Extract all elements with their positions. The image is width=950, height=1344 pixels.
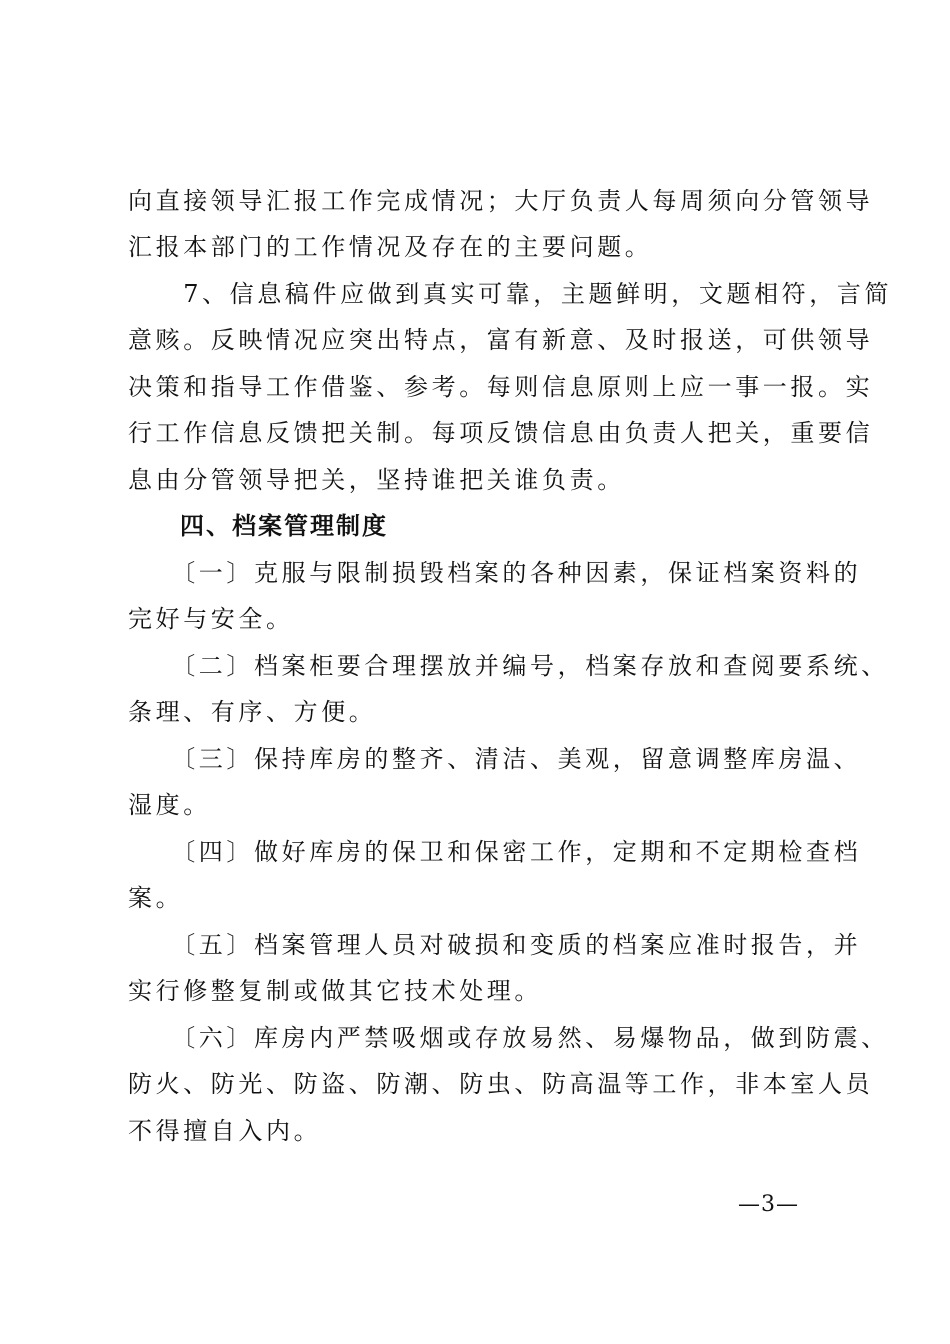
text-line: 完好与安全。: [128, 605, 294, 633]
text-line: 〔五〕档案管理人员对破损和变质的档案应准时报告，并: [128, 931, 862, 959]
text-line: 〔二〕档案柜要合理摆放并编号，档案存放和查阅要系统、: [128, 652, 889, 680]
text-line: 〔一〕克服与限制损毁档案的各种因素，保证档案资料的: [128, 559, 862, 587]
text-line: 案。: [128, 884, 184, 912]
text-line: 向直接领导汇报工作完成情况；大厅负责人每周须向分管领导: [128, 187, 874, 215]
section-heading: 四、档案管理制度: [128, 511, 388, 540]
text-line: 意赅。反映情况应突出特点，富有新意、及时报送，可供领导: [128, 326, 874, 354]
text-line: 湿度。: [128, 791, 211, 819]
text-line: 息由分管领导把关，坚持谁把关谁负责。: [128, 466, 625, 494]
text-line: 实行修整复制或做其它技术处理。: [128, 977, 542, 1005]
text-line: 汇报本部门的工作情况及存在的主要问题。: [128, 233, 653, 261]
page-number: —3—: [738, 1192, 799, 1217]
text-line: 〔六〕库房内严禁吸烟或存放易然、易爆物品，做到防震、: [128, 1024, 889, 1052]
text-line: 7、信息稿件应做到真实可靠，主题鲜明，文题相符，言简: [128, 280, 893, 308]
text-line: 〔四〕做好库房的保卫和保密工作，定期和不定期检查档: [128, 838, 862, 866]
text-line: 〔三〕保持库房的整齐、清洁、美观，留意调整库房温、: [128, 745, 862, 773]
text-line: 决策和指导工作借鉴、参考。每则信息原则上应一事一报。实: [128, 373, 874, 401]
text-line: 不得擅自入内。: [128, 1117, 322, 1145]
text-line: 防火、防光、防盗、防潮、防虫、防高温等工作，非本室人员: [128, 1070, 874, 1098]
text-line: 行工作信息反馈把关制。每项反馈信息由负责人把关，重要信: [128, 419, 874, 447]
text-line: 条理、有序、方便。: [128, 698, 377, 726]
